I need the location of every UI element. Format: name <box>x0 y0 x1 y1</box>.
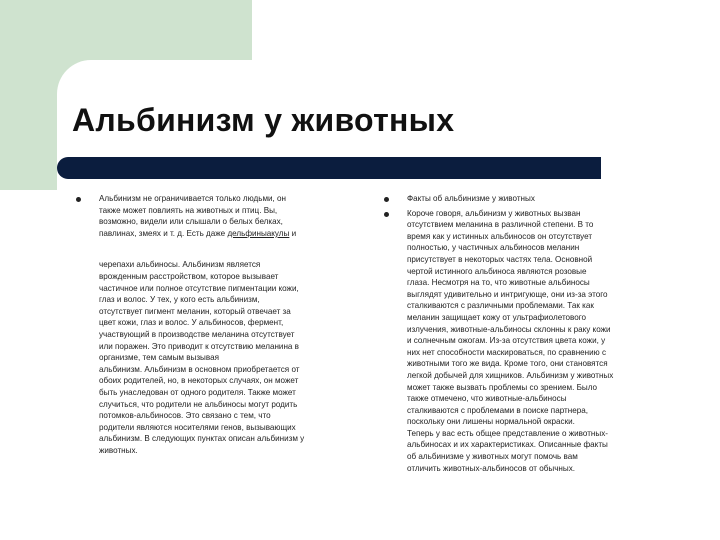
right-bullet-body <box>384 208 674 475</box>
right-bullet-heading <box>384 193 674 205</box>
title-underline-bar <box>57 157 601 179</box>
slide-title: Альбинизм у животных <box>72 102 455 138</box>
left-paragraph-2: черепахи альбиносы. Альбинизм является врожденным расстройством, которое вызывает частичное или полное отсутствие пигментации кожи, глаз и волос. У тех, у кого есть альбинизм, отсутствует пигмент меланин, который отвечает за цвет кожи, глаз и волос. У альбиносов, фермент, участвующий в производстве меланина отсутствует или поражен. Это приводит к отсутствию меланина в организме, тем самым вызывая альбинизм. Альбинизм в основном приобретается от обоих родителей, но, в некоторых случаях, он может быть унаследован от одного родителя. Также может случиться, что родители не альбиносы могут родить потомков-альбиносов. Это связано с тем, что родители являются носителями генов, вызывающих альбинизм. В следующих пунктах описан альбинизм у животных. <box>99 260 305 455</box>
left-paragraph-1-text: Альбинизм не ограничивается только людьми, он также может повлиять на животных и птиц. Вы, возможно, видели или слышали о белых белках, павлинах, змеях и т. д. Есть даже <box>99 194 287 238</box>
facts-body: Короче говоря, альбинизм у животных вызван отсутствием меланина в различной степени. В то время как у истинных альбиносов он отсутствует полностью, у частичных альбиносов меланин присутствует в некоторых частях тела. Основной чертой истинного альбиноса являются розовые глаза. Несмотря на то, что животные альбиносы выглядят удивительно и интригующе, они из-за этого сталкиваются с различными проблемами. Так как меланин защищает кожу от ультрафиолетового излучения, животные-альбиносы склонны к раку кожи и солнечным ожогам. Из-за отсутствия цвета кожи, у них нет способности маскироваться, по сравнению с животными того же вида. Кроме того, они становятся легкой добычей для хищников. Альбинизм у животных может также вызвать проблемы со зрением. Было также отмечено, что животные-альбиносы сталкиваются с проблемами в поиске партнера, поскольку они лишены нормальной окраски. Теперь у вас есть общее представление о животных- альбиносах и их характеристиках. Описанные факты об альбинизме у животных могут помочь вам отличить животных-альбиносов от обычных. <box>407 208 614 473</box>
paragraph-spacer <box>99 239 366 259</box>
left-paragraph-1-tail: и <box>289 228 297 238</box>
facts-heading: Факты об альбинизме у животных <box>407 194 535 203</box>
dolphins-sharks-link[interactable]: дельфиныакулы <box>227 228 290 238</box>
bullet-dot-icon <box>384 212 389 217</box>
right-column <box>384 193 674 474</box>
bullet-dot-icon <box>76 197 81 202</box>
bullet-dot-icon <box>384 197 389 202</box>
left-paragraph-1 <box>99 193 366 239</box>
left-column <box>76 193 366 456</box>
left-bullet-item <box>76 193 366 456</box>
